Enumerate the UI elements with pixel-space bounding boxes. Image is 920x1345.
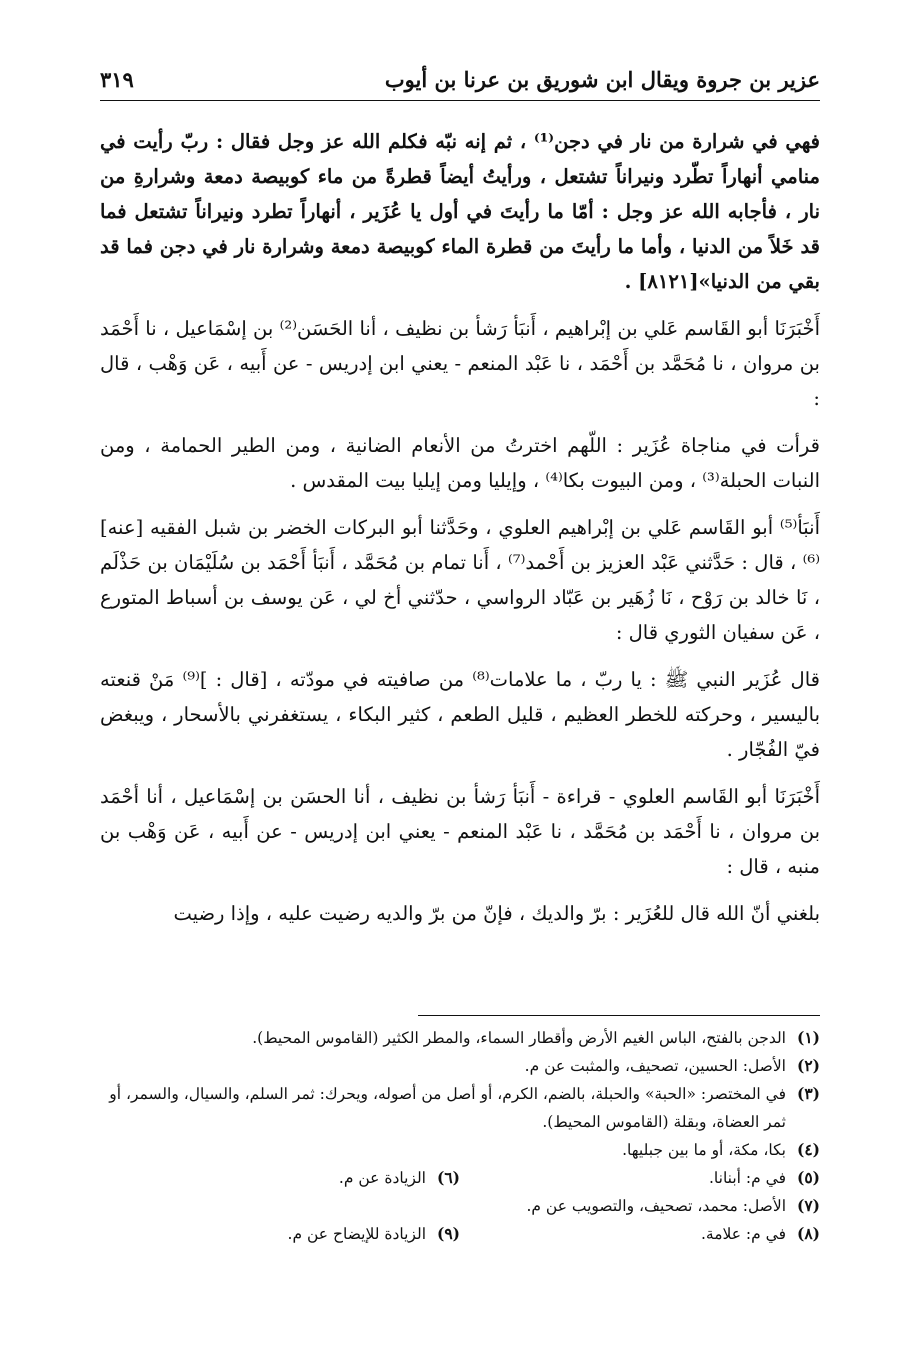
footnote bbox=[460, 1164, 820, 1192]
footnote-number: (٧) bbox=[796, 1196, 820, 1215]
paragraph: أَخْبَرَنَا أبو القَاسم العلوي - قراءة - أَنبَأ رَشأ بن نظيف ، أنا الحسَن بن إسْمَاعيل ، أنا أحْمَد بن مروان ، نا أَحْمَد بن مُحَمَّد ، نا عَبْد المنعم - يعني ابن إدريس - عن أَبيه ، عَن وَهْب بن منبه ، قال : bbox=[100, 785, 820, 878]
footnote-number: (٥) bbox=[796, 1168, 820, 1187]
footnote bbox=[100, 1136, 820, 1164]
footnote-number: (٦) bbox=[436, 1168, 460, 1187]
paragraph: فهي في شرارة من نار في دجن⁽¹⁾ ، ثم إنه نبّه فكلم الله عز وجل فقال : ربّ رأيت في منامي أنهاراً تطّرد ونيراناً تشتعل ، ورأيتُ أيضاً قطرةً من ماء كوبيصة دمعة وشرارةِ من نار ، فأجابه الله عز وجل : أمّا ما رأيتَ في أول يا عُزَير ، أنهاراً تطرد ونيراناً تشتعل فما قد خَلاً من الدنيا ، وأما ما رأيتَ من قطرة الماء كوبيصة دمعة وشرارة نار في دجن فما قد بقي من الدنيا»[٨١٢١] . bbox=[100, 130, 821, 293]
footnote-text: بكا، مكة، أو ما بين جبليها. bbox=[622, 1141, 786, 1159]
footnote-number: (٤) bbox=[796, 1140, 820, 1159]
footnote-text: في م: علامة. bbox=[700, 1225, 786, 1243]
footnote-rule bbox=[418, 1015, 820, 1016]
page-header bbox=[100, 62, 820, 96]
footnote-number: (٨) bbox=[796, 1224, 820, 1243]
footnote-row bbox=[100, 1220, 820, 1248]
paragraph: قال عُزَير النبي ﷺ : يا ربّ ، ما علامات⁽⁸⁾ من صافيته في مودّته ، [قال : ]⁽⁹⁾ مَنْ قنعته باليسير ، وحركته للخطر العظيم ، قليل الطعم ، كثير البكاء ، يستغفرني بالأسحار ، ويبغض فيّ الفُجّار . bbox=[100, 668, 820, 761]
footnote-number: (٢) bbox=[796, 1056, 820, 1075]
footnote bbox=[100, 1024, 820, 1052]
footnotes bbox=[100, 1024, 820, 1248]
footnote bbox=[100, 1192, 820, 1220]
footnote-text: الأصل: محمد، تصحيف، والتصويب عن م. bbox=[526, 1197, 786, 1215]
footnote-text: الزيادة عن م. bbox=[338, 1169, 426, 1187]
paragraph: أَنبَأ⁽⁵⁾ أبو القَاسم عَلي بن إبْراهيم العلوي ، وحَدَّثنا أبو البركات الخضر بن شبل الفقيه [عنه]⁽⁶⁾ ، قال : حَدَّثني عَبْد العزيز بن أَحْمد⁽⁷⁾ ، أَنا تمام بن مُحَمَّد ، أَنبَأ أَحْمَد بن سُلَيْمَان بن حَذْلَم ، نَا خالد بن رَوْح ، نَا زُهَير بن عَبّاد الرواسي ، حدّثني أخ لي ، عَن يوسف بن أسباط المتورع ، عَن سفيان الثوري قال : bbox=[100, 516, 820, 644]
footnote-number: (٣) bbox=[796, 1084, 820, 1103]
paragraph: بلغني أنّ الله قال للعُزَير : برّ والديك ، فإنّ من برّ والديه رضيت عليه ، وإذا رضيت bbox=[173, 902, 820, 925]
footnote-text: في م: أبنانا. bbox=[709, 1169, 786, 1187]
footnote-text: الأصل: الحسين، تصحيف، والمثبت عن م. bbox=[524, 1057, 786, 1075]
footnote-text: في المختصر: «الحبة» والحبلة، بالضم، الكرم، أو أصل من أصوله، ويحرك: ثمر السلم، والسيال، والسمر، أو ثمر العضاة، وبقلة (القاموس المحيط). bbox=[109, 1085, 786, 1131]
footnote bbox=[100, 1080, 820, 1136]
footnote-number: (١) bbox=[796, 1028, 820, 1047]
footnote bbox=[100, 1164, 460, 1192]
footnote bbox=[460, 1220, 820, 1248]
page-number: ٣١٩ bbox=[100, 66, 134, 92]
footnote-text: الزيادة للإيضاح عن م. bbox=[287, 1225, 426, 1243]
running-title: عزير بن جروة ويقال ابن شوريق بن عرنا بن أيوب bbox=[384, 66, 820, 92]
paragraph: أَخْبَرَنَا أبو القَاسم عَلي بن إبْراهيم ، أَنبَأ رَشأ بن نظيف ، أنا الحَسَن⁽²⁾ بن إسْمَاعيل ، نا أَحْمَد بن مروان ، نا مُحَمَّد بن أَحْمَد ، نا عَبْد المنعم - يعني ابن إدريس - عن أَبيه ، عَن وَهْب ، قال : bbox=[100, 317, 820, 410]
paragraph: قرأت في مناجاة عُزَير : اللّهم اخترتُ من الأنعام الضانية ، ومن الطير الحمامة ، ومن النبات الحبلة⁽³⁾ ، ومن البيوت بكا⁽⁴⁾ ، وإيليا ومن إيليا بيت المقدس . bbox=[100, 434, 820, 492]
main-text bbox=[100, 124, 820, 943]
footnote bbox=[100, 1220, 460, 1248]
footnote-text: الدجن بالفتح، الباس الغيم الأرض وأقطار السماء، والمطر الكثير (القاموس المحيط). bbox=[252, 1029, 786, 1047]
footnote-row bbox=[100, 1164, 820, 1192]
footnote-number: (٩) bbox=[436, 1224, 460, 1243]
footnote bbox=[100, 1052, 820, 1080]
header-rule bbox=[100, 100, 820, 101]
